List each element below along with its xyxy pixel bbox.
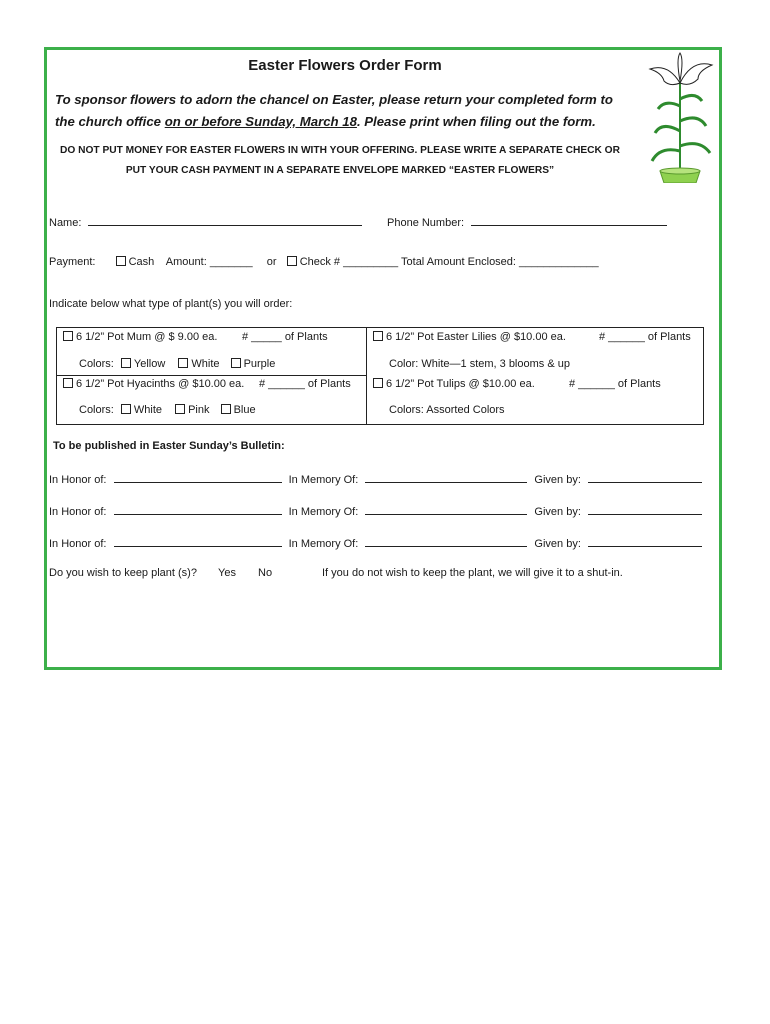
hyacinth-colors [79,404,256,416]
mum-quantity[interactable]: # _____ of Plants [242,331,328,343]
blue-label: Blue [233,404,256,416]
tulip-checkbox[interactable] [373,378,383,388]
easter-lily-icon [640,51,720,183]
phone-line[interactable] [471,214,667,226]
tulip-quantity[interactable]: # ______ of Plants [569,378,661,390]
memory-line[interactable] [365,503,527,515]
lily-option[interactable] [373,331,566,343]
grid-divider-horizontal [57,375,366,376]
plant-order-grid [56,327,704,425]
hyacinth-checkbox[interactable] [63,378,73,388]
check-number-field[interactable]: Check # _________ [299,256,399,268]
lily-color: Color: White—1 stem, 3 blooms & up [389,358,570,370]
memory-line[interactable] [365,471,527,483]
given-by-label: Given by: [534,538,581,550]
keep-yes-option[interactable]: Yes [218,567,236,579]
honor-line[interactable] [114,503,282,515]
memory-label: In Memory Of: [288,474,359,486]
white-checkbox[interactable] [178,358,188,368]
keep-plant-question: Do you wish to keep plant (s)? [49,567,197,579]
mum-checkbox[interactable] [63,331,73,341]
dedication-row [49,535,702,550]
grid-divider-vertical [366,328,367,424]
intro-part2: . Please print when filing out the form. [356,114,596,129]
white-checkbox[interactable] [121,404,131,414]
amount-field[interactable]: Amount: _______ [165,256,253,268]
honor-line[interactable] [114,471,282,483]
pink-label: Pink [188,404,210,416]
memory-label: In Memory Of: [288,506,359,518]
tulip-label: 6 1/2” Pot Tulips @ $10.00 ea. [386,378,535,390]
lily-label: 6 1/2” Pot Easter Lilies @ $10.00 ea. [386,331,566,343]
phone-label: Phone Number: [387,217,465,229]
honor-label: In Honor of: [49,538,107,550]
memory-line[interactable] [365,535,527,547]
deadline: on or before Sunday, March 18 [164,114,357,129]
mum-colors [79,358,275,370]
blue-checkbox[interactable] [221,404,231,414]
purple-checkbox[interactable] [231,358,241,368]
payment-label: Payment: [49,256,96,268]
or-label: or [266,256,277,268]
tulip-colors: Colors: Assorted Colors [389,404,505,416]
total-amount-field[interactable]: Total Amount Enclosed: _____________ [401,256,599,268]
payment-warning: DO NOT PUT MONEY FOR EASTER FLOWERS IN WITH YOUR OFFERING. PLEASE WRITE A SEPARATE CHECK OR PUT YOUR CASH PAYMENT IN A SEPARATE ENVELOPE MARKED “EASTER FLOWERS” [60,145,620,176]
indicate-label: Indicate below what type of plant(s) you will order: [49,298,293,310]
yellow-label: Yellow [133,358,166,370]
yellow-checkbox[interactable] [121,358,131,368]
name-line[interactable] [88,214,362,226]
cash-checkbox[interactable] [116,256,126,266]
dedication-row [49,503,702,518]
mum-label: 6 1/2” Pot Mum @ $ 9.00 ea. [76,331,218,343]
check-checkbox[interactable] [287,256,297,266]
given-by-line[interactable] [588,471,702,483]
mum-colors-label: Colors: [79,358,114,370]
honor-line[interactable] [114,535,282,547]
lily-quantity[interactable]: # ______ of Plants [599,331,691,343]
memory-label: In Memory Of: [288,538,359,550]
bulletin-heading: To be published in Easter Sunday’s Bulletin: [53,440,285,452]
purple-label: Purple [243,358,276,370]
keep-no-option[interactable]: No [258,567,273,579]
white-label: White [191,358,220,370]
white-label: White [133,404,163,416]
hyacinth-option[interactable] [63,378,244,390]
given-by-label: Given by: [534,474,581,486]
shut-in-note: If you do not wish to keep the plant, we will give it to a shut-in. [322,567,623,579]
hyacinth-colors-label: Colors: [79,404,114,416]
intro-part1: To sponsor flowers to adorn the chancel on Easter, please return your completed form to the church office [55,92,613,129]
given-by-line[interactable] [588,535,702,547]
name-field[interactable] [49,214,362,229]
hyacinth-quantity[interactable]: # ______ of Plants [259,378,351,390]
honor-label: In Honor of: [49,474,107,486]
given-by-line[interactable] [588,503,702,515]
hyacinth-label: 6 1/2” Pot Hyacinths @ $10.00 ea. [76,378,245,390]
dedication-row [49,471,702,486]
name-label: Name: [49,217,82,229]
intro-text [55,89,615,133]
mum-option[interactable] [63,331,217,343]
form-title: Easter Flowers Order Form [248,57,442,74]
payment-row [49,256,599,268]
tulip-option[interactable] [373,378,535,390]
honor-label: In Honor of: [49,506,107,518]
lily-checkbox[interactable] [373,331,383,341]
phone-field[interactable] [387,214,667,229]
given-by-label: Given by: [534,506,581,518]
pink-checkbox[interactable] [175,404,185,414]
cash-label: Cash [128,256,155,268]
